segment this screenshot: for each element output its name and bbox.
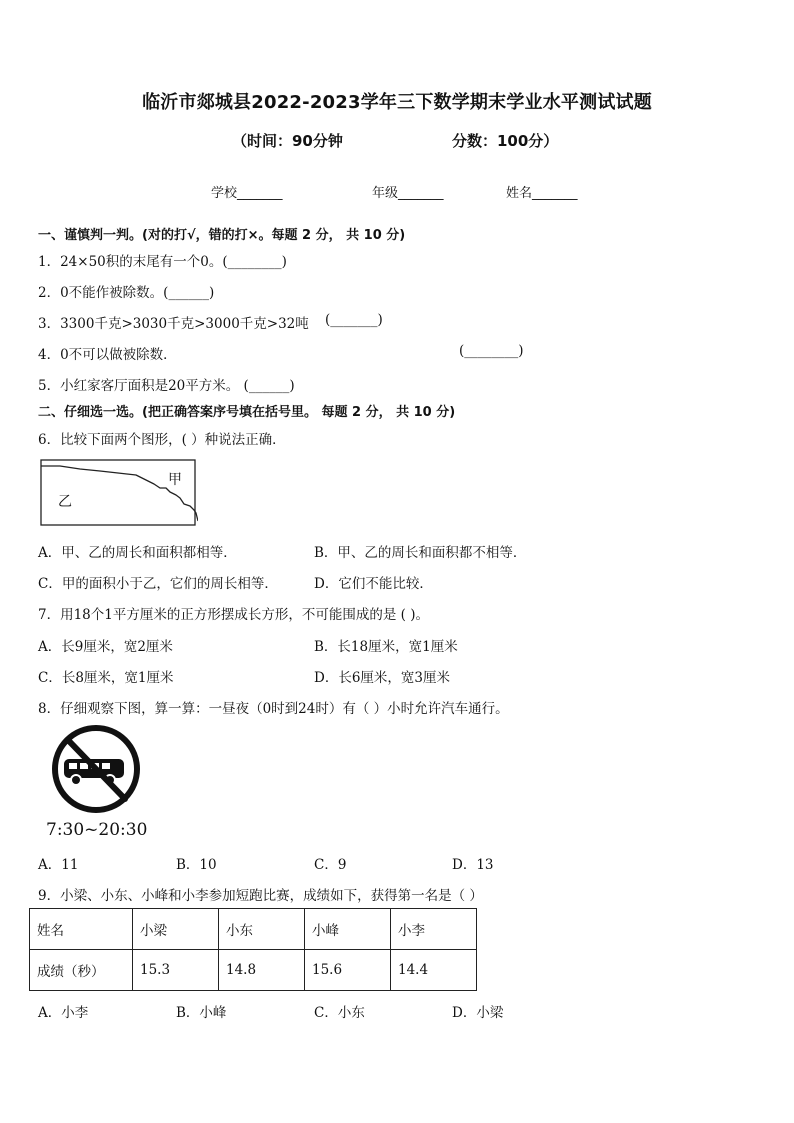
q7-option-a[interactable]: A．长9厘米，宽2厘米 — [38, 639, 173, 655]
name-field[interactable]: 姓名_______ — [506, 186, 578, 201]
sign-time-range: 7:30~20:30 — [46, 820, 148, 840]
page-title: 临沂市郯城县2022-2023学年三下数学期末学业水平测试试题 — [142, 92, 652, 113]
q9-option-d[interactable]: D．小梁 — [452, 1005, 504, 1021]
question-4-blank[interactable]: (________) — [459, 343, 524, 359]
table-cell: 小峰 — [305, 909, 391, 950]
school-field[interactable]: 学校_______ — [211, 186, 283, 201]
q8-option-b[interactable]: B．10 — [176, 857, 217, 873]
table-cell: 小东 — [219, 909, 305, 950]
question-4: 4．0不可以做被除数． — [38, 347, 177, 363]
no-bus-sign-icon — [50, 725, 146, 817]
q6-option-c[interactable]: C．甲的面积小于乙，它们的周长相等． — [38, 576, 278, 592]
question-7: 7．用18个1平方厘米的正方形摆成长方形，不可能围成的是 ( )。 — [38, 607, 429, 623]
score-label: 分数：100分） — [452, 132, 559, 150]
question-6: 6．比较下面两个图形，( ）种说法正确． — [38, 432, 286, 448]
question-3-blank[interactable]: (_______) — [325, 312, 383, 328]
question-5: 5．小红家客厅面积是20平方米。 (______) — [38, 378, 295, 394]
q7-option-d[interactable]: D．长6厘米，宽3厘米 — [314, 670, 451, 686]
question-1: 1．24×50积的末尾有一个0。(________) — [38, 254, 287, 270]
q9-option-a[interactable]: A．小李 — [38, 1005, 89, 1021]
q6-option-b[interactable]: B．甲、乙的周长和面积都不相等． — [314, 545, 527, 561]
q7-option-c[interactable]: C．长8厘米，宽1厘米 — [38, 670, 174, 686]
question-8: 8．仔细观察下图，算一算：一昼夜（0时到24时）有（ ）小时允许汽车通行。 — [38, 701, 509, 717]
question-9: 9．小梁、小东、小峰和小李参加短跑比赛，成绩如下，获得第一名是（ ） — [38, 888, 483, 904]
q8-option-d[interactable]: D．13 — [452, 857, 494, 873]
table-cell: 15.3 — [133, 950, 219, 991]
label-yi: 乙 — [58, 494, 72, 510]
table-row — [30, 909, 477, 950]
table-row — [30, 950, 477, 991]
section-1-heading: 一、谨慎判一判。(对的打√，错的打×。每题 2 分， 共 10 分) — [38, 228, 406, 243]
table-cell: 小李 — [391, 909, 477, 950]
table-cell: 小梁 — [133, 909, 219, 950]
question-3: 3．3300千克>3030千克>3000千克>32吨 — [38, 316, 309, 332]
section-2-heading: 二、仔细选一选。(把正确答案序号填在括号里。 每题 2 分， 共 10 分) — [38, 405, 456, 420]
q6-option-a[interactable]: A．甲、乙的周长和面积都相等． — [38, 545, 237, 561]
q8-option-c[interactable]: C．9 — [314, 857, 347, 873]
q9-option-b[interactable]: B．小峰 — [176, 1005, 227, 1021]
q6-figure — [40, 458, 198, 528]
grade-field[interactable]: 年级_______ — [372, 186, 444, 201]
table-cell: 成绩（秒） — [30, 950, 133, 991]
time-label: （时间：90分钟 — [232, 132, 343, 150]
q6-option-d[interactable]: D．它们不能比较． — [314, 576, 433, 592]
table-cell: 姓名 — [30, 909, 133, 950]
q8-option-a[interactable]: A．11 — [38, 857, 79, 873]
question-2: 2．0不能作被除数。(______) — [38, 285, 215, 301]
table-cell: 15.6 — [305, 950, 391, 991]
table-cell: 14.4 — [391, 950, 477, 991]
label-jia: 甲 — [168, 472, 182, 488]
q9-score-table — [29, 908, 477, 991]
q7-option-b[interactable]: B．长18厘米，宽1厘米 — [314, 639, 458, 655]
table-cell: 14.8 — [219, 950, 305, 991]
q9-option-c[interactable]: C．小东 — [314, 1005, 365, 1021]
